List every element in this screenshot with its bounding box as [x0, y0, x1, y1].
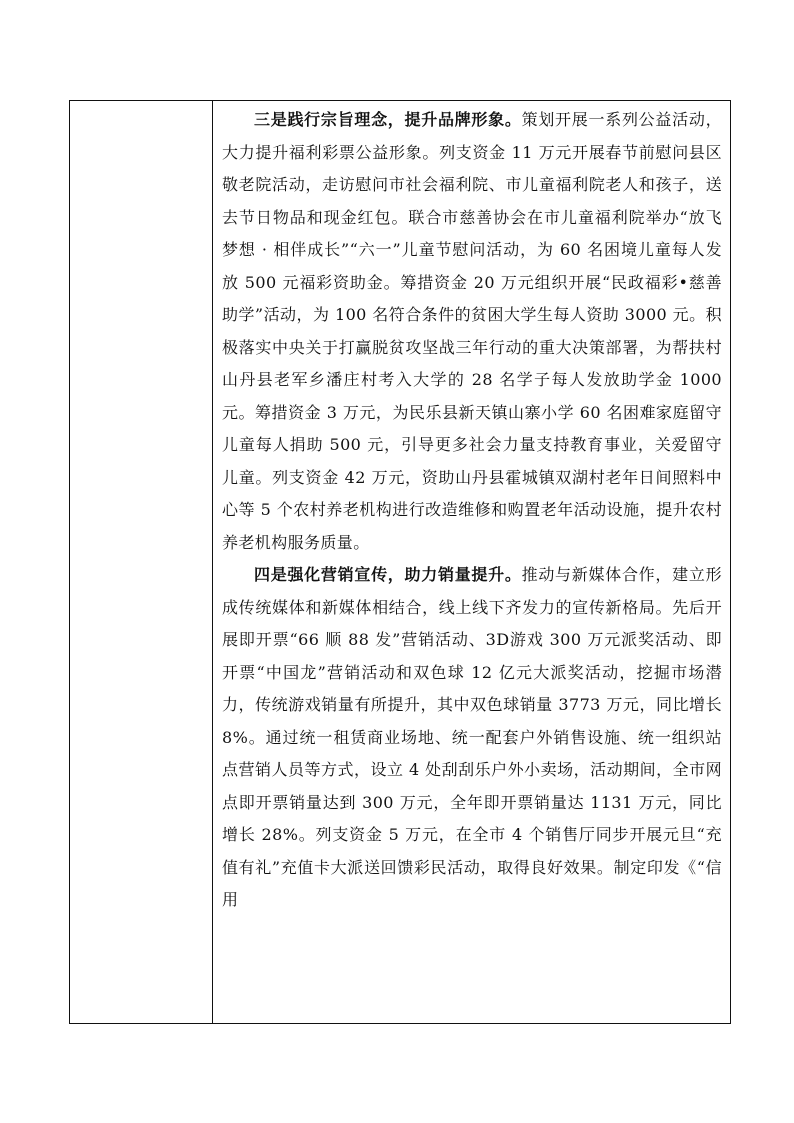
paragraph-marketing: [222, 559, 722, 917]
paragraph-body: 策划开展一系列公益活动，大力提升福利彩票公益形象。列支资金 11 万元开展春节前慰问县区敬老院活动，走访慰问市社会福利院、市儿童福利院老人和孩子，送去节日物品和现金红包。联合市慈善协会在市儿童福利院举办“放飞梦想 · 相伴成长”“六一”儿童节慰问活动，为 60 名困境儿童每人发放 500 元福彩资助金。筹措资金 20 万元组织开展“民政福彩•慈善助学”活动，为 100 名符合条件的贫困大学生每人资助 3000 元。积极落实中央关于打赢脱贫攻坚战三年行动的重大决策部署，为帮扶村山丹县老军乡潘庄村考入大学的 28 名学子每人发放助学金 1000 元。筹措资金 3 万元，为民乐县新天镇山寨小学 60 名困难家庭留守儿童每人捐助 500 元，引导更多社会力量支持教育事业，关爱留守儿童。列支资金 42 万元，资助山丹县霍城镇双湖村老年日间照料中心等 5 个农村养老机构进行改造维修和购置老年活动设施，提升农村养老机构服务质量。: [222, 110, 722, 552]
column-divider: [212, 100, 213, 1024]
paragraph-lead: 三是践行宗旨理念，提升品牌形象。: [254, 110, 522, 129]
table-content-cell: [222, 104, 722, 917]
paragraph-brand-image: [222, 104, 722, 559]
paragraph-lead: 四是强化营销宣传，助力销量提升。: [254, 565, 522, 584]
paragraph-body: 推动与新媒体合作，建立形成传统媒体和新媒体相结合，线上线下齐发力的宣传新格局。先后开展即开票“66 顺 88 发”营销活动、3D游戏 300 万元派奖活动、即开票“中国龙”营销活动和双色球 12 亿元大派奖活动，挖掘市场潜力，传统游戏销量有所提升，其中双色球销量 3773 万元，同比增长 8%。通过统一租赁商业场地、统一配套户外销售设施、统一组织站点营销人员等方式，设立 4 处刮刮乐户外小卖场，活动期间，全市网点即开票销量达到 300 万元，全年即开票销量达 1131 万元，同比增长 28%。列支资金 5 万元，在全市 4 个销售厅同步开展元旦“充值有礼”充值卡大派送回馈彩民活动，取得良好效果。制定印发《“信用: [222, 565, 722, 909]
